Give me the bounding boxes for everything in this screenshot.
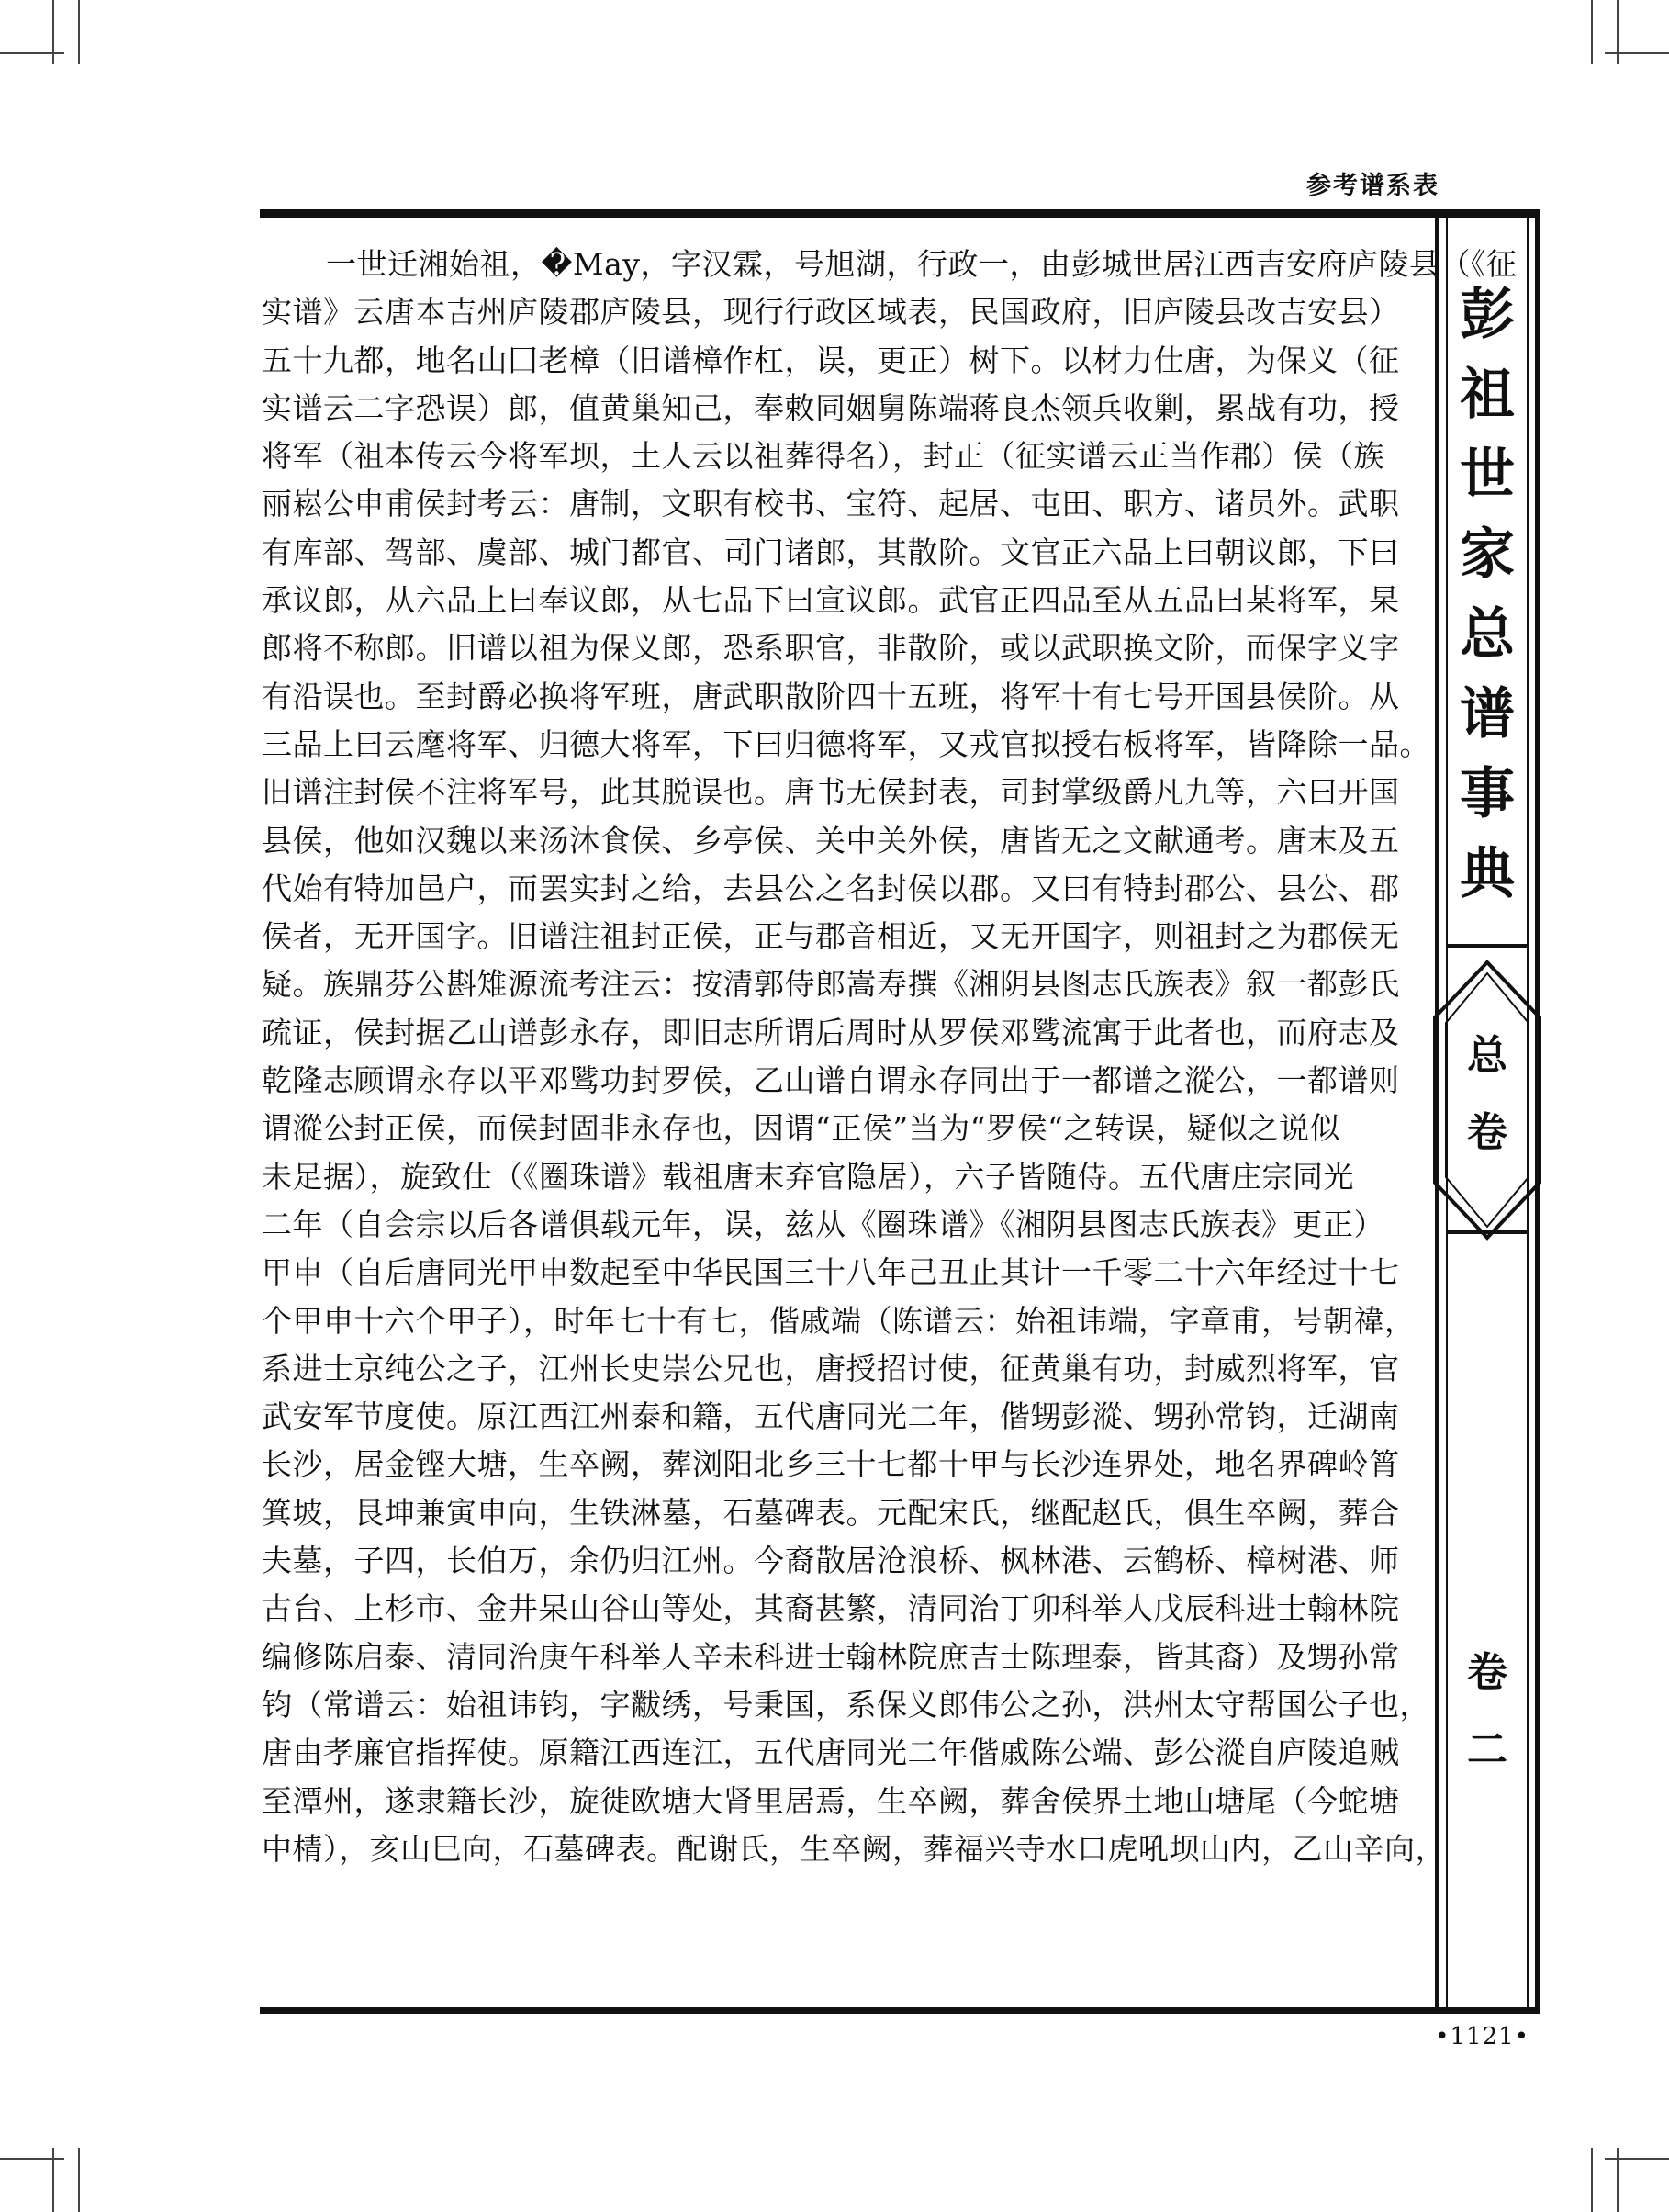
crop-mark bbox=[78, 0, 80, 64]
book-title-char: 总 bbox=[1460, 602, 1515, 667]
text-line: 将军（祖本传云今将军坝，土人云以祖葬得名），封正（征实谱云正当作郡）侯（族 bbox=[262, 438, 1384, 475]
body-text bbox=[262, 241, 1518, 1873]
crop-mark bbox=[1591, 0, 1593, 64]
book-title-char: 彭 bbox=[1460, 283, 1515, 347]
text-line: 有库部、驾部、虞部、城门都官、司门诸郎，其散阶。文官正六品上曰朝议郎，下曰 bbox=[262, 533, 1400, 570]
crop-mark bbox=[0, 2158, 64, 2160]
crop-mark bbox=[78, 2148, 80, 2212]
text-line: 丽崧公申甫侯封考云：唐制，文职有校书、宝符、起居、屯田、职方、诸员外。武职 bbox=[262, 486, 1400, 522]
text-line: 古台、上杉市、金井杲山谷山等处，其裔甚繁，清同治丁卯科举人戊辰科进士翰林院 bbox=[262, 1590, 1400, 1627]
book-title-char: 家 bbox=[1460, 522, 1515, 587]
text-line: 一世迁湘始祖，�May，字汉霖，号旭湖，行政一，由彭城世居江西吉安府庐陵县（《征 bbox=[326, 246, 1518, 282]
text-line: 有沿误也。至封爵必换将军班，唐武职散阶四十五班，将军十有七号开国县侯阶。从 bbox=[262, 678, 1400, 714]
section-header: 参考谱系表 bbox=[1306, 172, 1439, 200]
text-line: 甲申（自后唐同光甲申数起至中华民国三十八年己丑止其计一千零二十六年经过十七 bbox=[262, 1254, 1400, 1291]
crop-mark bbox=[52, 0, 54, 64]
book-title bbox=[1449, 275, 1526, 915]
text-line: 郎将不称郎。旧谱以祖为保义郎，恐系职官，非散阶，或以武职换文阶，而保字义字 bbox=[262, 630, 1400, 667]
text-line: 实谱云二字恐误）郎，值黄巢知己，奉敕同姻舅陈端蒋良杰领兵收剿，累战有功，授 bbox=[262, 389, 1400, 426]
text-line: 旧谱注封侯不注将军号，此其脱误也。唐书无侯封表，司封掌级爵凡九等，六曰开国 bbox=[262, 774, 1400, 811]
crop-mark bbox=[0, 52, 64, 54]
book-title-char: 祖 bbox=[1460, 363, 1515, 427]
page-number: •1121• bbox=[1435, 2023, 1529, 2050]
chapter-label bbox=[1449, 1634, 1526, 1789]
text-line: 未足据），旋致仕（《圈珠谱》载祖唐末弃官隐居），六子皆随侍。五代唐庄宗同光 bbox=[262, 1158, 1354, 1195]
crop-mark bbox=[1617, 0, 1619, 64]
volume-label bbox=[1449, 1017, 1526, 1172]
book-title-char: 典 bbox=[1460, 842, 1515, 906]
text-line: 乾隆志顾谓永存以平邓骘功封罗侯，乙山谱自谓永存同出于一都谱之漎公，一都谱则 bbox=[262, 1062, 1400, 1099]
text-line: 至潭州，遂隶籍长沙，旋徙欧塘大肾里居焉，生卒阙，葬舍侯界土地山塘尾（今蛇塘 bbox=[262, 1782, 1400, 1819]
sidebar-divider bbox=[1446, 944, 1529, 948]
volume-char: 总 bbox=[1467, 1032, 1507, 1079]
book-title-char: 谱 bbox=[1460, 682, 1515, 747]
text-line: 五十九都，地名山囗老樟（旧谱樟作杠，误，更正）树下。以材力仕唐，为保义（征 bbox=[262, 342, 1400, 378]
crop-mark bbox=[1605, 2158, 1669, 2160]
text-line: 侯者，无开国字。旧谱注祖封正侯，正与郡音相近，又无开国字，则祖封之为郡侯无 bbox=[262, 918, 1400, 955]
text-line: 箕坡，艮坤兼寅申向，生铁淋墓，石墓碑表。元配宋氏，继配赵氏，俱生卒阙，葬合 bbox=[262, 1494, 1400, 1531]
text-line: 县侯，他如汉魏以来汤沐食侯、乡亭侯、关中关外侯，唐皆无之文献通考。唐末及五 bbox=[262, 822, 1400, 859]
top-rule bbox=[260, 209, 1540, 218]
text-line: 武安军节度使。原江西江州泰和籍，五代唐同光二年，偕甥彭漎、甥孙常钧，迁湖南 bbox=[262, 1398, 1400, 1435]
chapter-char: 卷 bbox=[1467, 1649, 1507, 1696]
text-line: 实谱》云唐本吉州庐陵郡庐陵县，现行行政区域表，民国政府，旧庐陵县改吉安县） bbox=[262, 294, 1400, 331]
text-line: 编修陈启泰、清同治庚午科举人辛未科进士翰林院庶吉士陈理泰，皆其裔）及甥孙常 bbox=[262, 1638, 1400, 1675]
volume-char: 卷 bbox=[1467, 1109, 1507, 1156]
chapter-char: 二 bbox=[1467, 1726, 1507, 1773]
text-line: 系进士京纯公之子，江州长史崇公兄也，唐授招讨使，征黄巢有功，封威烈将军，官 bbox=[262, 1350, 1400, 1387]
text-line: 二年（自会宗以后各谱俱载元年，误，兹从《圈珠谱》《湘阴县图志氏族表》更正） bbox=[262, 1206, 1384, 1242]
text-line: 三品上曰云麾将军、归德大将军，下曰归德将军，又戎官拟授右板将军，皆降除一品。 bbox=[262, 725, 1430, 762]
bottom-rule bbox=[260, 2007, 1540, 2014]
book-title-char: 事 bbox=[1460, 762, 1515, 826]
text-line: 疑。族鼎芬公斟雉源流考注云：按清郭侍郎嵩寿撰《湘阴县图志氏族表》叙一都彭氏 bbox=[262, 966, 1400, 1003]
text-line: 代始有特加邑户，而罢实封之给，去县公之名封侯以郡。又曰有特封郡公、县公、郡 bbox=[262, 870, 1400, 906]
text-line: 个甲申十六个甲子），时年七十有七，偕戚端（陈谱云：始祖讳端，字章甫，号朝禕， bbox=[262, 1302, 1416, 1339]
text-line: 唐由孝廉官指挥使。原籍江西连江，五代唐同光二年偕戚陈公端、彭公漎自庐陵追贼 bbox=[262, 1735, 1400, 1771]
text-line: 钧（常谱云：始祖讳钧，字黻绣，号秉国，系保义郎伟公之孙，洪州太守帮国公子也， bbox=[262, 1686, 1430, 1723]
book-title-char: 世 bbox=[1460, 443, 1515, 507]
crop-mark bbox=[1605, 52, 1669, 54]
text-line: 夫墓，子四，长伯万，余仍归江州。今裔散居沧浪桥、枫林港、云鹤桥、樟树港、师 bbox=[262, 1543, 1400, 1579]
text-line: 承议郎，从六品上曰奉议郎，从七品下曰宣议郎。武官正四品至从五品曰某将军，杲 bbox=[262, 582, 1400, 619]
crop-mark bbox=[1591, 2148, 1593, 2212]
text-line: 中棈），亥山巳向，石墓碑表。配谢氏，生卒阙，葬福兴寺水口虎吼坝山内，乙山辛向， bbox=[262, 1830, 1446, 1867]
text-line: 疏证，侯封据乙山谱彭永存，即旧志所谓后周时从罗侯邓骘流寓于此者也，而府志及 bbox=[262, 1014, 1400, 1050]
text-line: 长沙，居金铿大塘，生卒阙，葬浏阳北乡三十七都十甲与长沙连界处，地名界碑岭筲 bbox=[262, 1446, 1400, 1483]
text-line: 谓漎公封正侯，而侯封固非永存也，因谓“正侯”当为“罗侯“之转误，疑似之说似 bbox=[262, 1110, 1340, 1147]
